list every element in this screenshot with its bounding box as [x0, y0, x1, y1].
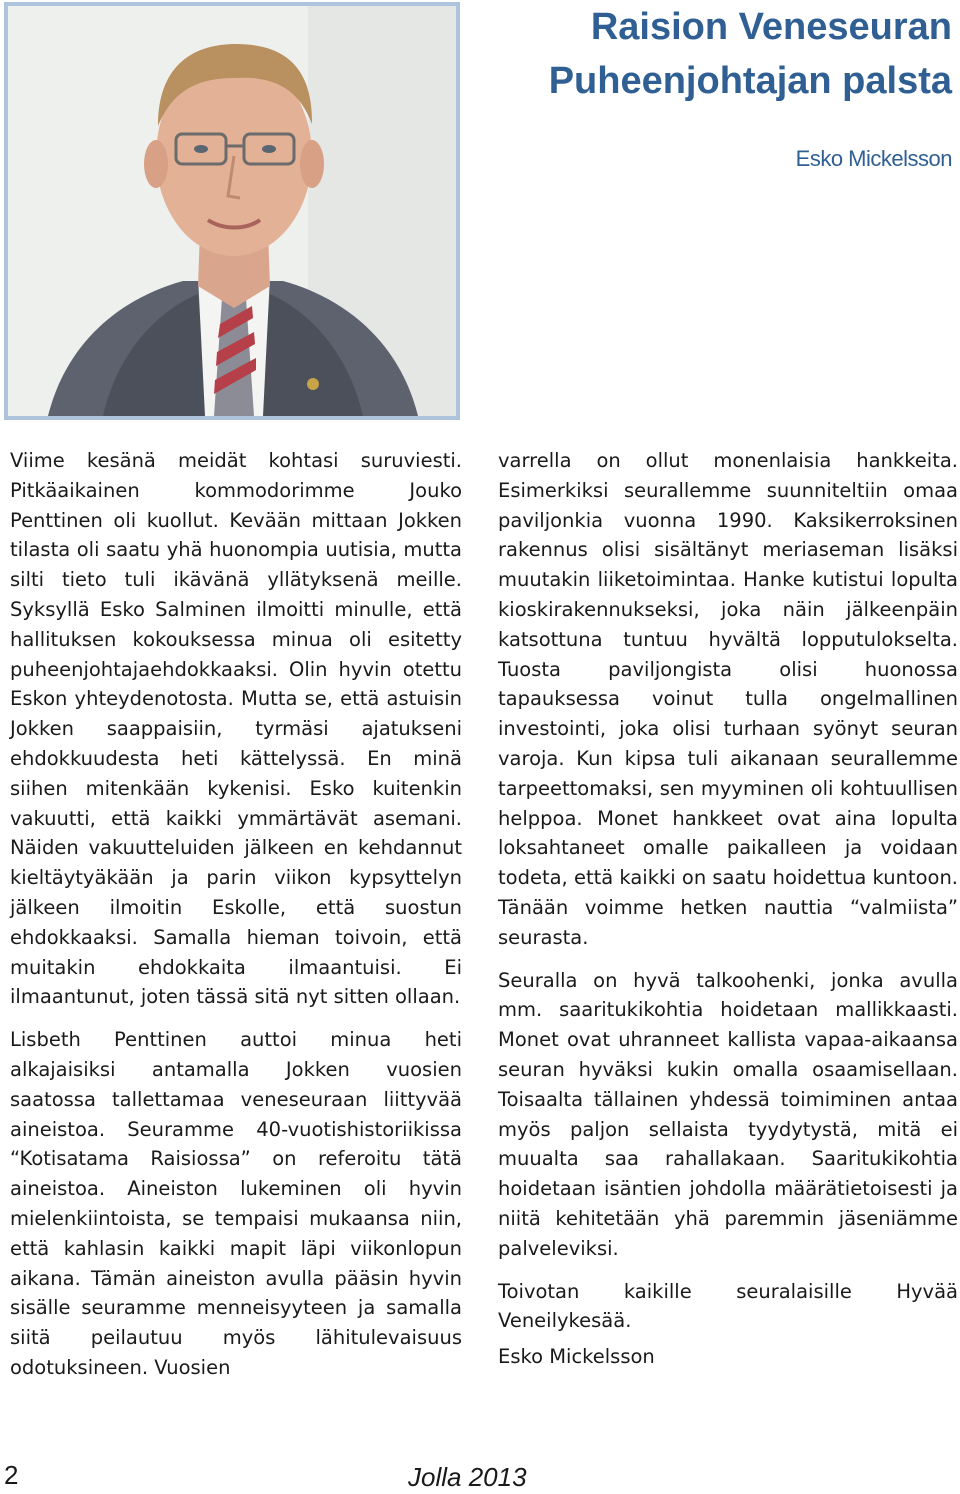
- right-paragraph-2: Seuralla on hyvä talkoohenki, jonka avulla mm. saaritukikohtia hoidetaan mallikkaasti. Monet ovat uhranneet kallista vapaa-aikaansa seuran hyväksi kukin omalla osaamisellaan. Toisaalta tällainen yhdessä toimiminen antaa myös paljon sellaista tyydytystä, mitä ei muualta saa rahallakaan. Saaritukikohtia hoidetaan isäntien johdolla määrätietoisesti ja niitä kehitetään yhä paremmin jäseniämme palveleviksi.: [498, 968, 958, 1260]
- portrait-illustration: [8, 6, 456, 416]
- right-text-column: [498, 446, 958, 1385]
- title-line-1: Raision Veneseuran: [590, 6, 952, 48]
- author-portrait-photo: [4, 2, 460, 420]
- signature: Esko Mickelsson: [498, 1345, 655, 1369]
- right-paragraph-1: varrella on ollut monenlaisia hankkeita. Esimerkiksi seurallemme suunniteltiin omaa paviljonkia vuonna 1990. Kaksikerroksinen rakennus olisi sisältänyt meriaseman lisäksi muutakin liiketoimintaa. Hanke kutistui lopulta kioskirakennukseksi, joka näin jälkeenpäin katsottuna tuntuu hyvältä lopputulokselta. Tuosta paviljongista olisi huonossa tapauksessa voinut tulla ongelmallinen investointi, joka olisi turhaan syönyt seuran varoja. Kun kipsa tuli aikanaan seurallemme tarpeettomaksi, sen myyminen oli kohtuullisen helppoa. Monet hankkeet ovat aina lopulta loksahtaneet omalle paikalleen ja voidaan todeta, että kaikki on saatu hoidettua kuntoon. Tänään voimme hetken nauttia “valmiista” seurasta.: [498, 449, 959, 949]
- right-paragraph-3: Toivotan kaikille seuralaisille Hyvää Veneilykesää.: [498, 1279, 958, 1333]
- left-text-column: [10, 446, 462, 1396]
- author-byline: Esko Mickelsson: [795, 146, 952, 171]
- column-title: [549, 0, 952, 108]
- left-paragraph-2: Lisbeth Penttinen auttoi minua heti alkajaisiksi antamalla Jokken vuosien saatossa tallettamaa veneseuraan liittyvää aineistoa. Seuramme 40-vuotishistoriikissa “Kotisatama Raisiossa” on referoitu tätä aineistoa. Aineiston lukeminen oli hyvin mielenkiintoista, se tempaisi mukaansa niin, että kahlasin kaikki mapit läpi viikonlopun aikana. Tämän aineiston avulla pääsin hyvin sisälle seuramme menneisyyteen ja samalla siitä peilautuu myös lähitulevaisuus odotuksineen. Vuosien: [10, 1028, 462, 1379]
- left-paragraph-1: Viime kesänä meidät kohtasi suruviesti. Pitkäaikainen kommodorimme Jouko Penttinen oli kuollut. Kevään mittaan Jokken tilasta oli saatu yhä huonompia uutisia, mutta silti tieto tuli ikävänä yllätyksenä meille. Syksyllä Esko Salminen ilmoitti minulle, että hallituksen kokouksessa minua oli esitetty puheenjohtajaehdokkaaksi. Olin hyvin otettu Eskon yhteydenotosta. Mutta se, että astuisin Jokken saappaisiin, tyrmäsi ajatukseni ehdokkuudesta heti kättelyssä. En minä siihen mitenkään kykenisi. Esko kuitenkin vakuutti, että kaikki ymmärtävät asemani. Näiden vakuutteluiden jälkeen en kehdannut kieltäytyäkään ja parin viikon kypsyttelyn jälkeen ilmoitin Eskolle, että suostun ehdokkaaksi. Samalla hieman toivoin, että muitakin ehdokkaita ilmaantuisi. Ei ilmaantunut, joten tässä sitä nyt sitten ollaan.: [10, 449, 462, 1009]
- page-number: 2: [4, 1460, 19, 1490]
- title-line-2: Puheenjohtajan palsta: [548, 60, 952, 102]
- publication-footer: Jolla 2013: [408, 1462, 527, 1492]
